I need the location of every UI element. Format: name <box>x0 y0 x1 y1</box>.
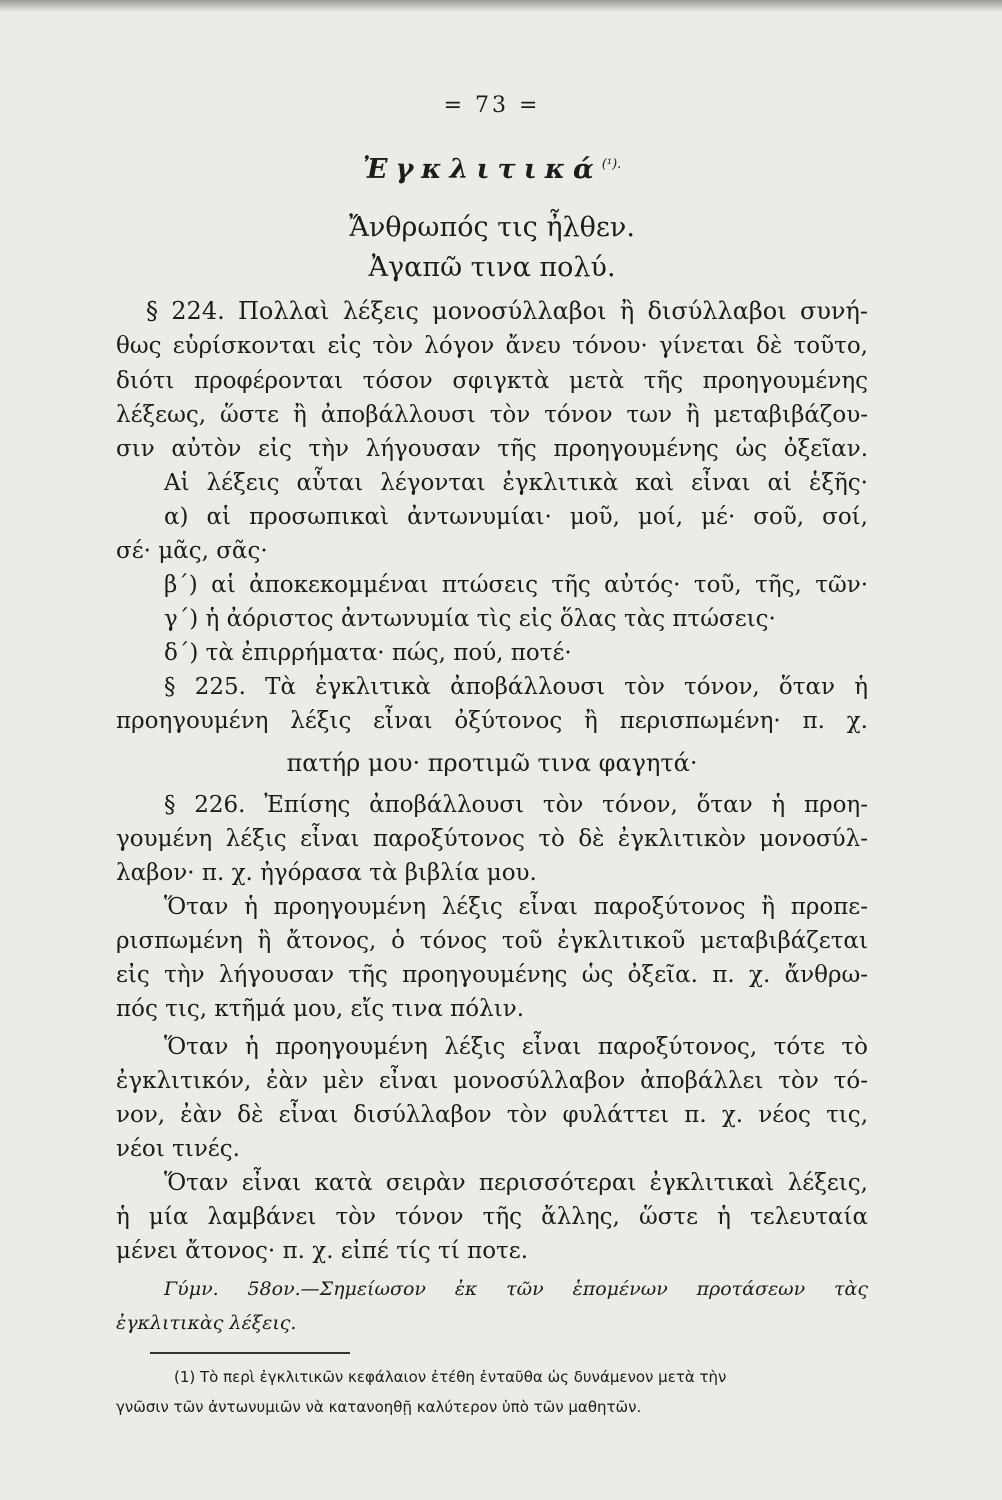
paragraph-225-line: προηγουμένη λέξις εἶναι ὀξύτονος ἢ περισπωμένη· π. χ. <box>116 708 868 734</box>
exercise-line: Γύμν. 58ον.—Σημείωσον ἐκ τῶν ἑπομένων προτάσεων τὰς <box>164 1278 868 1300</box>
footnote-ref: (¹). <box>601 157 622 172</box>
list-item-b: β΄) αἱ ἀποκεκομμέναι πτώσεις τῆς αὐτός· τοῦ, τῆς, τῶν· <box>164 572 868 598</box>
paragraph-line: Ὅταν ἡ προηγουμένη λέξις εἶναι παροξύτονος ἢ προπε- <box>164 894 868 920</box>
paragraph-224-line: σιν αὐτὸν εἰς τὴν λήγουσαν τῆς προηγουμένης ὡς ὀξεῖαν. <box>116 436 868 462</box>
exercise-line: ἐγκλιτικὰς λέξεις. <box>116 1312 297 1334</box>
paragraph-225-line: § 225. Τὰ ἐγκλιτικὰ ἀποβάλλουσι τὸν τόνον, ὅταν ἡ <box>164 674 868 700</box>
paragraph-line: Ὅταν εἶναι κατὰ σειρὰν περισσότεραι ἐγκλιτικαὶ λέξεις, <box>164 1170 868 1196</box>
scan-edge <box>0 0 1002 12</box>
list-item-d: δ΄) τὰ ἐπιρρήματα· πώς, πού, ποτέ· <box>164 640 572 666</box>
paragraph-line: μένει ἄτονος· π. χ. εἰπέ τίς τί ποτε. <box>116 1238 529 1264</box>
page-number: = 73 = <box>443 93 541 118</box>
paragraph-224-line: § 224. Πολλαὶ λέξεις μονοσύλλαβοι ἢ δισύλλαβοι συνή- <box>146 297 868 325</box>
section-heading <box>116 154 868 185</box>
example-line: πατήρ μου· προτιμῶ τινα φαγητά· <box>286 749 698 777</box>
list-item-c: γ΄) ἡ ἀόριστος ἀντωνυμία τὶς εἰς ὅλας τὰς πτώσεις· <box>164 606 776 632</box>
paragraph-224-line: Αἱ λέξεις αὗται λέγονται ἐγκλιτικὰ καὶ εἶναι αἱ ἑξῆς· <box>164 470 868 496</box>
paragraph-224-line: διότι προφέρονται τόσον σφιγκτὰ μετὰ τῆς προηγουμένης <box>116 368 868 394</box>
paragraph-line: Ὅταν ἡ προηγουμένη λέξις εἶναι παροξύτονος, τότε τὸ <box>164 1034 868 1060</box>
example-sentence: Ἄνθρωπός τις ἦλθεν. <box>349 212 635 243</box>
paragraph-line: εἰς τὴν λήγουσαν τῆς προηγουμένης ὡς ὀξεῖα. π. χ. ἄνθρω- <box>116 962 868 988</box>
heading-title: Ἐγκλιτικά <box>362 154 602 185</box>
paragraph-line: ἐγκλιτικόν, ἐὰν μὲν εἶναι μονοσύλλαβον ἀποβάλλει τὸν τό- <box>116 1068 868 1094</box>
paragraph-line: ἡ μία λαμβάνει τὸν τόνον τῆς ἄλλης, ὥστε ἡ τελευταία <box>116 1204 868 1230</box>
paragraph-226-line: λαβον· π. χ. ἠγόρασα τὰ βιβλία μου. <box>116 860 537 886</box>
list-item-a: α) αἱ προσωπικαὶ ἀντωνυμίαι· μοῦ, μοί, μέ· σοῦ, σοί, <box>164 504 868 530</box>
paragraph-224-line: θως εὑρίσκονται εἰς τὸν λόγον ἄνευ τόνου· γίνεται δὲ τοῦτο, <box>116 333 868 359</box>
paragraph-line: πός τις, κτῆμά μου, εἴς τινα πόλιν. <box>116 996 525 1022</box>
footnote-line: (1) Τὸ περὶ ἐγκλιτικῶν κεφάλαιον ἐτέθη ἐνταῦθα ὡς δυνάμενον μετὰ τὴν <box>174 1368 727 1386</box>
footnote-line: γνῶσιν τῶν ἀντωνυμιῶν νὰ κατανοηθῇ καλύτερον ὑπὸ τῶν μαθητῶν. <box>116 1398 642 1416</box>
example-sentence: Ἀγαπῶ τινα πολύ. <box>368 252 616 283</box>
paragraph-line: ρισπωμένη ἢ ἄτονος, ὁ τόνος τοῦ ἐγκλιτικοῦ μεταβιβάζεται <box>116 928 868 954</box>
paragraph-line: νέοι τινές. <box>116 1136 240 1162</box>
paragraph-224-line: λέξεως, ὥστε ἢ ἀποβάλλουσι τὸν τόνον των ἢ μεταβιβάζου- <box>116 402 868 428</box>
list-item-a-cont: σέ· μᾶς, σᾶς· <box>116 538 268 564</box>
paragraph-226-line: § 226. Ἐπίσης ἀποβάλλουσι τὸν τόνον, ὅταν ἡ προη- <box>164 792 868 818</box>
footnote-divider <box>150 1352 350 1354</box>
paragraph-line: νον, ἐὰν δὲ εἶναι δισύλλαβον τὸν φυλάττει π. χ. νέος τις, <box>116 1102 868 1128</box>
paragraph-226-line: γουμένη λέξις εἶναι παροξύτονος τὸ δὲ ἐγκλιτικὸν μονοσύλ- <box>116 826 868 852</box>
